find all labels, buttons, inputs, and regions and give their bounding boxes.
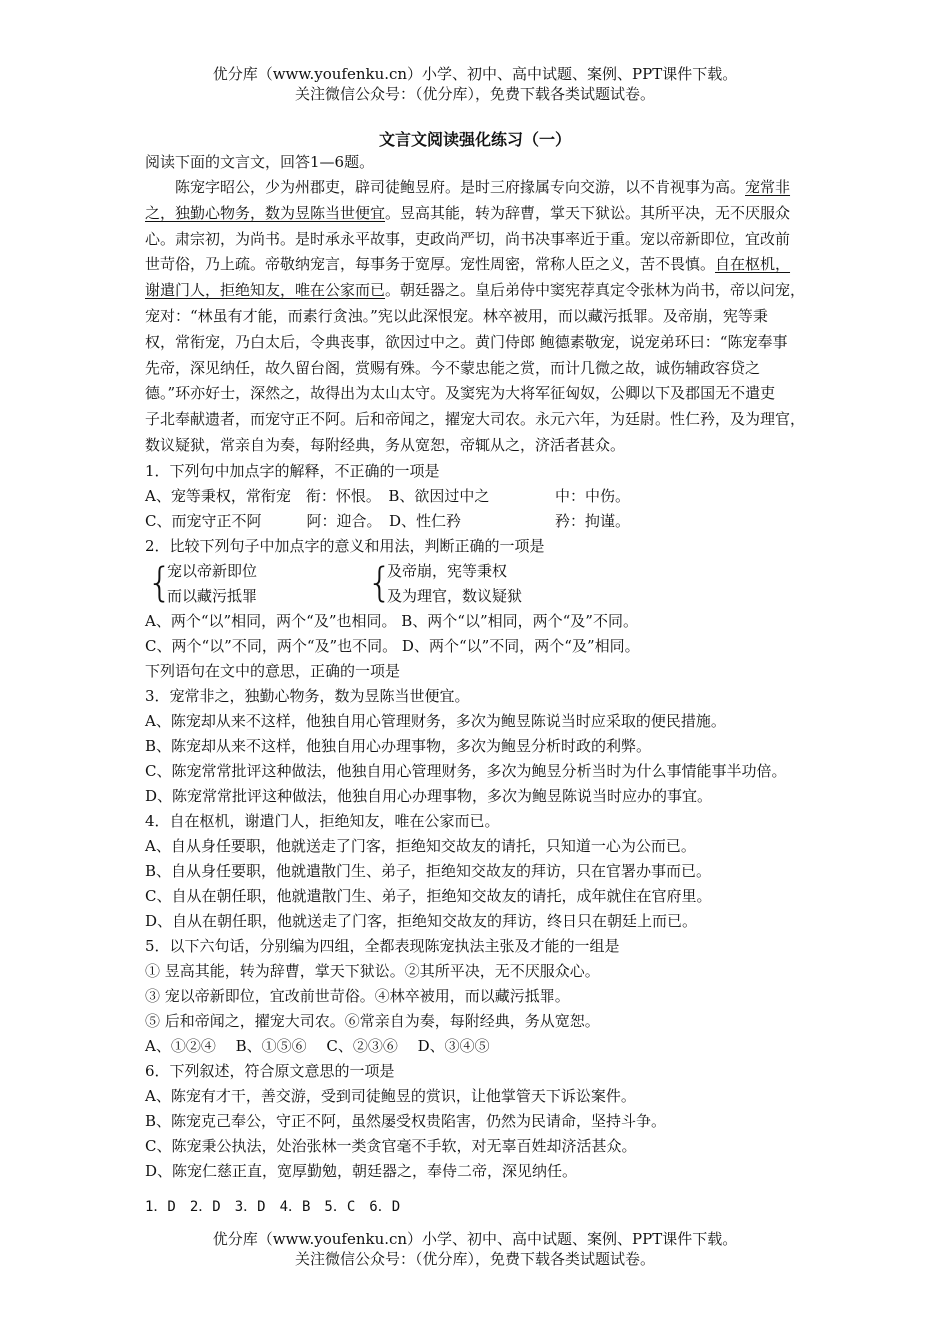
passage-text: 宠对：“林虽有才能，而素行贪浊。”宪以此深恨宠。林卒被用，而以藏污抵罪。及帝崩，宪等秉: [145, 306, 768, 325]
intro-text: 阅读下面的文言文，回答1—6题。: [145, 153, 375, 171]
q4-option-a: A、自从身任要职，他就送走了门客，拒绝知交故友的请托，只知道一心为公而已。: [145, 836, 696, 855]
passage: [145, 175, 820, 459]
document-body: [145, 150, 820, 1184]
passage-line: [145, 330, 820, 356]
q6-option-d: D、陈宠仁慈正直，宽厚勤勉，朝廷器之，奉侍二帝，深见纳任。: [145, 1161, 578, 1180]
q2-left-sentence-2: 而以藏污抵罪: [167, 586, 258, 605]
passage-text: 。朝廷器之。皇后弟侍中窦宪荐真定令张林为尚书，帝以问宠，: [385, 281, 806, 300]
q1-option-row-1: [145, 484, 820, 509]
passage-text: 。昱高其能，转为辞曹，掌天下狱讼。其所平决，无不厌服众: [385, 203, 791, 222]
page-footer: [0, 1229, 950, 1269]
passage-line: [145, 201, 820, 227]
q2-options-ab: A、两个“以”相同，两个“及”也相同。 B、两个“以”相同，两个“及”不同。: [145, 611, 638, 630]
q2-options-cd: C、两个“以”不同，两个“及”也不同。 D、两个“以”不同，两个“及”相同。: [145, 636, 640, 655]
q1-option-d-gloss: 矜：拘谨。: [555, 511, 631, 530]
q2-right-sentence-2: 及为理官，数议疑狱: [387, 586, 523, 605]
underlined-text: 谢遣门人，拒绝知友，唯在公家而已: [145, 281, 386, 300]
q2-right-sentence-1: 及帝崩，宪等秉权: [387, 561, 508, 580]
right-brace-icon: {: [367, 559, 393, 606]
passage-line: [145, 252, 820, 278]
passage-text: 德。”环亦好士，深然之，故得出为太山太守。及窦宪为大将军征匈奴，公卿以下及郡国无不遣吏: [145, 384, 776, 403]
q6-stem: 6．下列叙述，符合原文意思的一项是: [145, 1061, 395, 1080]
header-line-1: 优分库（www.youfenku.cn）小学、初中、高中试题、案例、PPT课件下载。: [212, 65, 738, 83]
passage-line: [145, 433, 820, 459]
q4-option-b: B、自从身任要职，他就遣散门生、弟子，拒绝知交故友的拜访，只在官署办事而已。: [145, 861, 712, 880]
passage-line: [145, 175, 820, 201]
q2-left-sentence-1: 宠以帝新即位: [167, 561, 258, 580]
page-header: [0, 64, 950, 104]
passage-line: [145, 304, 820, 330]
q4-option-d: D、自从在朝任职，他就送走了门客，拒绝知交故友的拜访，终日只在朝廷上而已。: [145, 911, 698, 930]
underlined-text: 自在枢机，: [715, 255, 791, 274]
q1-options-ab: A、宠等秉权，常衔宠 衔：怀恨。 B、欲因过中之: [145, 486, 490, 505]
footer-line-1: 优分库（www.youfenku.cn）小学、初中、高中试题、案例、PPT课件下载。: [212, 1230, 738, 1248]
footer-line-2: 关注微信公众号：（优分库），免费下载各类试题试卷。: [294, 1250, 655, 1268]
passage-text: 权，常衔宠，乃白太后，令典丧事，欲因过中之。黄门侍郎 鲍德素敬宠，说宠弟环曰：“陈宠奉事: [145, 332, 788, 351]
q2-stem: 2．比较下列句子中加点字的意义和用法，判断正确的一项是: [145, 536, 545, 555]
q5-sentences-2: ③ 宠以帝新即位，宜改前世苛俗。④林卒被用，而以藏污抵罪。: [145, 986, 570, 1005]
passage-text: 世苛俗，乃上疏。帝敬纳宠言，每事务于宽厚。宠性周密，常称人臣之义，苦不畏慎。: [145, 255, 716, 274]
q3-option-c: C、陈宠常常批评这种做法，他独自用心管理财务，多次为鲍昱分析当时为什么事情能事半功倍。: [145, 761, 787, 780]
page-title: 文言文阅读强化练习（一）: [378, 130, 571, 149]
q1-stem: 1．下列句中加点字的解释，不正确的一项是: [145, 461, 440, 480]
q3-stem: 3．宠常非之，独勤心物务，数为昱陈当世便宜。: [145, 686, 470, 705]
passage-text: 心。肃宗初，为尚书。是时承永平故事，吏政尚严切，尚书决事率近于重。宠以帝新即位，宜改前: [145, 229, 791, 248]
passage-text: 先帝，深见纳任，故久留台阁，赏赐有殊。今不蒙忠能之赏，而计几微之故，诚伤辅政容贷之: [145, 358, 761, 377]
q1-options-cd: C、而宠守正不阿 阿：迎合。 D、性仁矜: [145, 511, 462, 530]
q3-option-a: A、陈宠却从来不这样，他独自用心管理财务，多次为鲍昱陈说当时应采取的便民措施。: [145, 711, 726, 730]
q1-option-row-2: [145, 509, 820, 534]
underlined-text: 宠常非: [745, 178, 791, 196]
q2-compare-sentences: [145, 559, 820, 609]
q5-sentences-3: ⑤ 后和帝闻之，擢宠大司农。⑥常亲自为奏，每附经典，务从宽恕。: [145, 1011, 600, 1030]
passage-line: [145, 227, 820, 253]
q5-sentences-1: ① 昱高其能，转为辞曹，掌天下狱讼。②其所平决，无不厌服众心。: [145, 961, 600, 980]
q6-option-b: B、陈宠克己奉公，守正不阿，虽然屡受权贵陷害，仍然为民请命，坚持斗争。: [145, 1111, 667, 1130]
passage-line: [145, 381, 820, 407]
q1-option-b-gloss: 中：中伤。: [555, 486, 631, 505]
header-line-2: 关注微信公众号：（优分库），免费下载各类试题试卷。: [294, 85, 655, 103]
left-brace-icon: {: [147, 559, 173, 606]
section-lead: 下列语句在文中的意思，正确的一项是: [145, 661, 401, 680]
q5-stem: 5．以下六句话，分别编为四组，全都表现陈宠执法主张及才能的一组是: [145, 936, 620, 955]
answer-key: 1．D 2．D 3．D 4．B 5．C 6．D: [145, 1199, 401, 1215]
q6-option-a: A、陈宠有才干，善交游，受到司徒鲍昱的赏识，让他掌管天下诉讼案件。: [145, 1086, 636, 1105]
q5-options: A、①②④ B、①⑤⑥ C、②③⑥ D、③④⑤: [145, 1036, 490, 1055]
underlined-text: 之，独勤心物务，数为昱陈当世便宜: [145, 203, 386, 222]
q6-option-c: C、陈宠秉公执法，处治张林一类贪官毫不手软，对无辜百姓却济活甚众。: [145, 1136, 637, 1155]
passage-text: 子北奉献遗者，而宠守正不阿。后和帝闻之，擢宠大司农。永元六年，为廷尉。性仁矜，及为理官，: [145, 410, 806, 429]
q3-option-b: B、陈宠却从来不这样，他独自用心办理事物，多次为鲍昱分析时政的利弊。: [145, 736, 652, 755]
q4-stem: 4．自在枢机，谢遣门人，拒绝知友，唯在公家而已。: [145, 811, 500, 830]
passage-text: 数议疑狱，常亲自为奏，每附经典，务从宽恕，帝辄从之，济活者甚众。: [145, 435, 626, 454]
q4-option-c: C、自从在朝任职，他就遣散门生、弟子，拒绝知交故友的请托，成年就住在官府里。: [145, 886, 712, 905]
passage-text: 陈宠字昭公，少为州郡吏，辟司徒鲍昱府。是时三府掾属专向交游，以不肯视事为高。: [145, 178, 746, 196]
passage-line: [145, 356, 820, 382]
passage-line: [145, 278, 820, 304]
passage-line: [145, 407, 820, 433]
q3-option-d: D、陈宠常常批评这种做法，他独自用心办理事物，多次为鲍昱陈说当时应办的事宜。: [145, 786, 713, 805]
